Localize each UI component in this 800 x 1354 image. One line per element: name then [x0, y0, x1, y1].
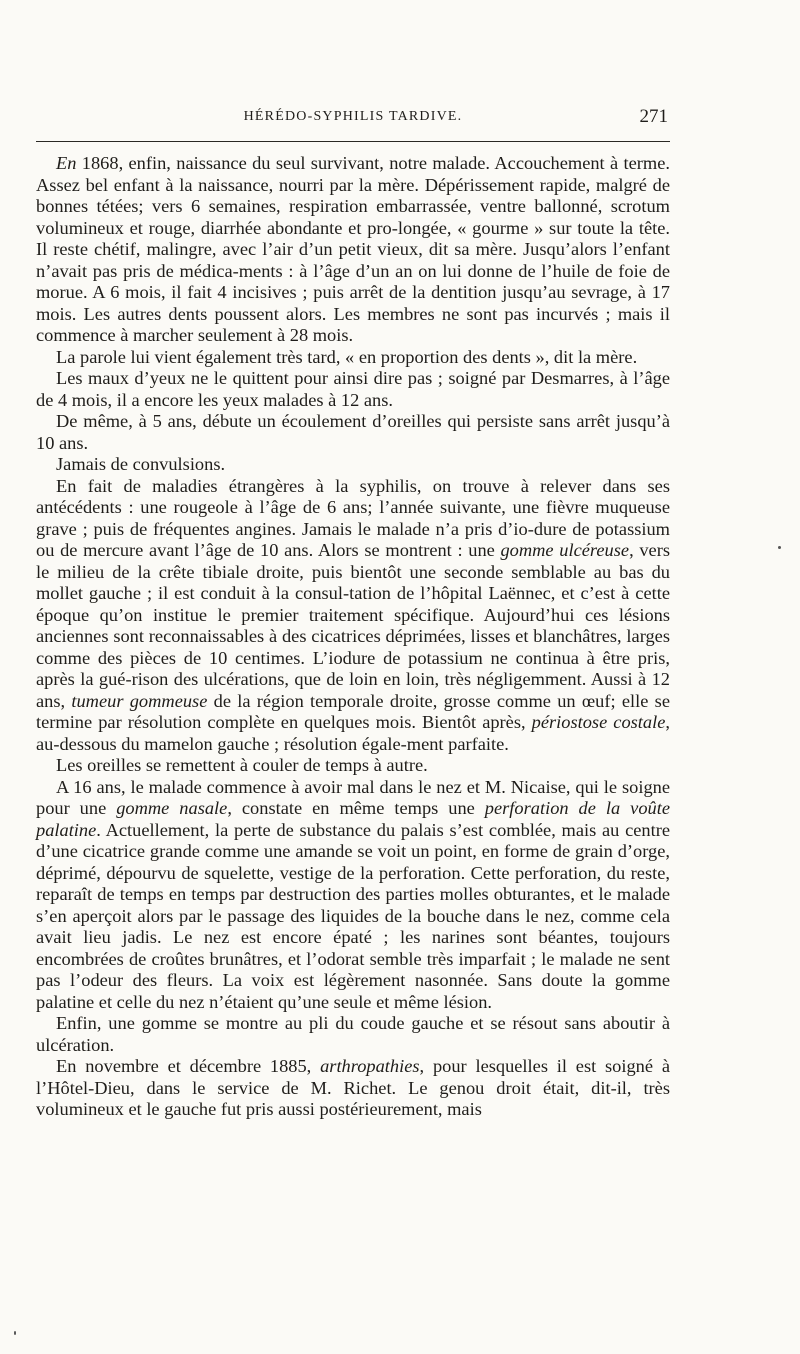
text-run: 1868, enfin, naissance du seul survivant, notre malade. Accouchement à terme. Assez bel enfant à la naissance, nourri par la mère. Dépérissement rapide, malgré de bonnes tétées; vers 6 semaines, respiration embarrassée, ventre ballonné, scrotum volumineux et rouge, diarrhée abondante et pro-longée, « gourme » sur toute la tête. Il reste chétif, malingre, avec l’air d’un petit vieux, dit sa mère. Jusqu’alors l’enfant n’avait pas pris de médica-ments : à l’âge d’un an on lui donne de l’huile de foie de morue. A 6 mois, il fait 4 incisives ; puis arrêt de la dentition jusqu’au sevrage, à 17 mois. Les autres dents poussent alors. Les membres ne sont pas incurvés ; mais il commence à marcher seulement à 28 mois.	[36, 153, 670, 345]
paragraph	[36, 476, 670, 756]
text-run: Les oreilles se remettent à couler de temps à autre.	[56, 755, 428, 775]
paragraph	[36, 777, 670, 1014]
text-run: En fait de maladies étrangères à la syphilis, on trouve à relever dans ses antécédents : une rougeole à l’âge de 6 ans; l’année suivante, une fièvre muqueuse grave ; puis de fréquentes angines. Jamais le malade n’a pris d’io-dure de potassium ou de mercure avant l’âge de 10 ans. Alors se montrent : une	[36, 475, 670, 560]
ink-speck	[14, 1331, 16, 1335]
text-run: de la région temporale droite, grosse comme un œuf; elle se termine par résolution complète en quelques mois. Bientôt après,	[36, 690, 670, 732]
text-run: , pour lesquelles il est soigné à l’Hôtel-Dieu, dans le service de M. Richet. Le genou droit était, dit-il, très volumineux et le gauche fut pris aussi postérieurement, mais	[36, 1056, 670, 1119]
ink-speck	[778, 546, 781, 549]
text-run: Jamais de convulsions.	[56, 454, 226, 474]
body-text	[36, 153, 670, 1121]
paragraph	[36, 1013, 670, 1056]
paragraph	[36, 347, 670, 369]
italic-text: gomme ulcéreuse	[500, 540, 630, 560]
italic-text: périostose costale	[531, 712, 666, 732]
text-run: La parole lui vient également très tard, « en proportion des dents », dit la mère.	[56, 346, 638, 367]
text-run: En novembre et décembre 1885,	[56, 1056, 321, 1076]
italic-text: tumeur gommeuse	[71, 690, 208, 711]
paragraph	[36, 153, 670, 347]
text-run: De même, à 5 ans, débute un écoulement d’oreilles qui persiste sans arrêt jusqu’à 10 ans.	[36, 411, 670, 453]
text-run: Enfin, une gomme se montre au pli du coude gauche et se résout sans aboutir à ulcération.	[36, 1013, 670, 1055]
running-head	[36, 106, 670, 128]
page-number: 271	[639, 106, 668, 127]
paragraph	[36, 454, 670, 476]
text-run: , constate en même temps une	[227, 798, 485, 818]
italic-text: arthropathies	[320, 1056, 420, 1076]
running-title: HÉRÉDO-SYPHILIS TARDIVE.	[243, 109, 463, 124]
paragraph	[36, 755, 670, 777]
paragraph	[36, 411, 670, 454]
italic-text: perforation de la voûte palatine	[36, 798, 670, 840]
text-run: . Actuellement, la perte de substance du palais s’est comblée, mais au centre d’une cicatrice grande comme une amande se voit un point, en forme de grain d’orge, déprimé, dépourvu de squelette, vestige de la perforation. Cette perforation, du reste, reparaît de temps en temps par destruction des parties molles obturantes, et le malade s’en aperçoit alors par le passage des liquides de la bouche dans le nez, comme cela avait lieu jadis. Le nez est encore épaté ; les narines sont béantes, toujours encombrées de croûtes brunâtres, et l’odorat semble très imparfait ; le malade ne sent pas l’odeur des fleurs. La voix est légèrement nasonnée. Sans doute la gomme palatine et celle du nez n’étaient qu’une seule et même lésion.	[36, 819, 670, 1012]
text-run: Les maux d’yeux ne le quittent pour ainsi dire pas ; soigné par Desmarres, à l’âge de 4 mois, il a encore les yeux malades à 12 ans.	[36, 368, 670, 410]
text-run: , vers le milieu de la crête tibiale droite, puis bientôt une seconde semblable au bas du mollet gauche ; il est conduit à la consul-tation de l’hôpital Laënnec, et c’est à cette époque qu’on institue le premier traitement spécifique. Aujourd’hui ces lésions anciennes sont reconnaissables à des cicatrices déprimées, lisses et blanchâtres, larges comme des pièces de 10 centimes. L’iodure de potassium ne continua à être pris, après la gué-rison des ulcérations, que de loin en loin, très négligemment. Aussi à 12 ans,	[36, 540, 670, 711]
text-run: A 16 ans, le malade commence à avoir mal dans le nez et M. Nicaise, qui le soigne pour une	[36, 776, 670, 818]
italic-text: gomme nasale	[116, 798, 228, 818]
italic-text: En	[56, 153, 77, 173]
text-run: , au-dessous du mamelon gauche ; résolution égale-ment parfaite.	[36, 712, 670, 754]
book-page	[36, 0, 670, 1354]
header-rule	[36, 141, 670, 142]
paragraph	[36, 368, 670, 411]
paragraph	[36, 1056, 670, 1121]
